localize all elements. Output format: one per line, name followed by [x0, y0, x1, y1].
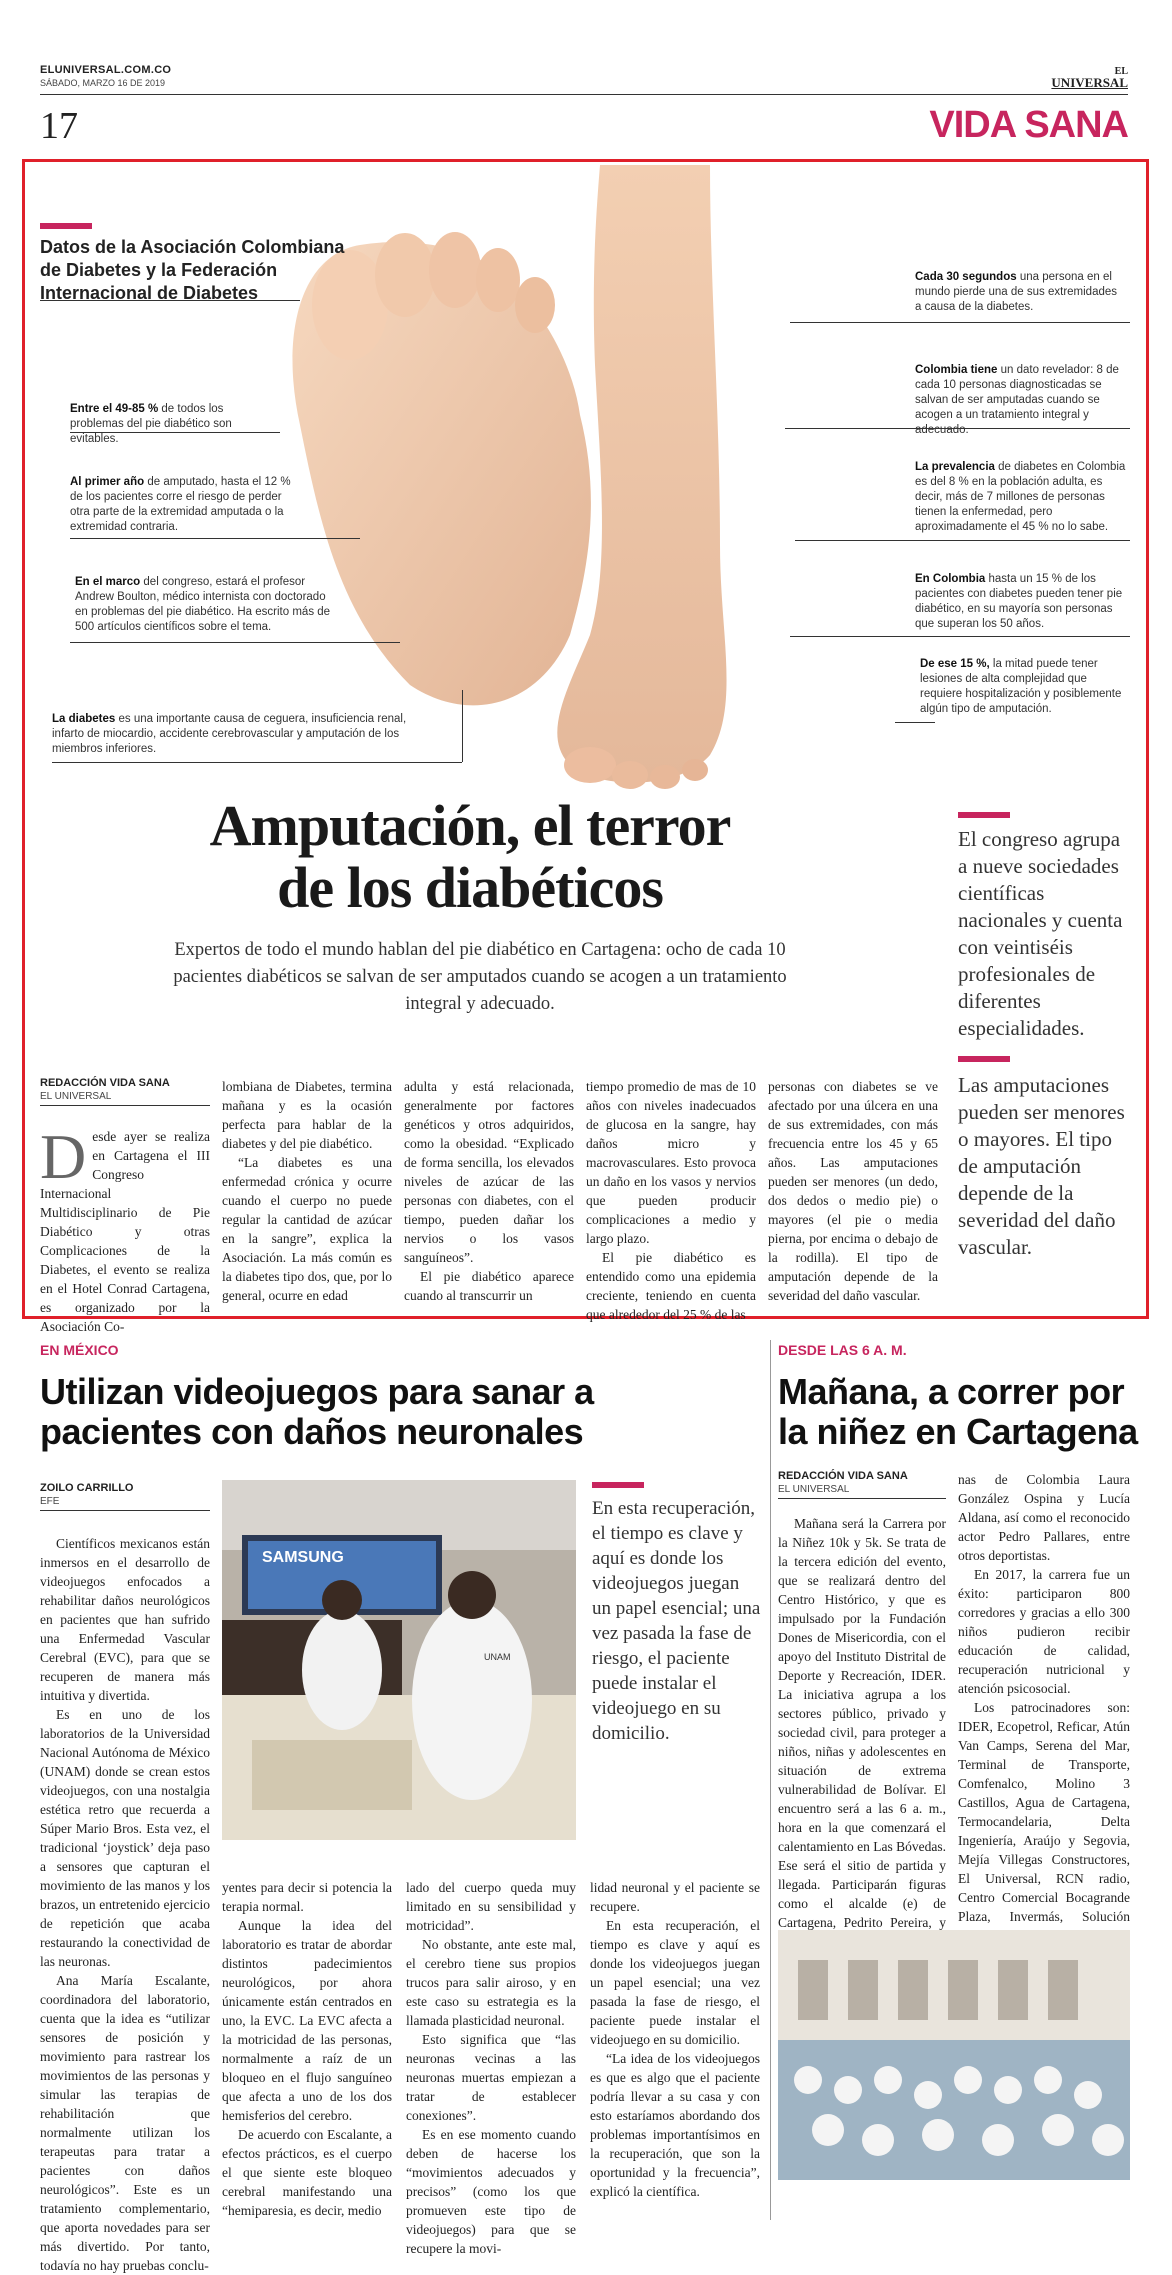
site-url: ELUNIVERSAL.COM.CO	[40, 64, 172, 76]
callout-right-5: De ese 15 %, la mitad puede tener lesiones de alta complejidad que requiere hospitalización y posiblemente algún tipo de amputación.	[920, 658, 1122, 715]
pull-accent-bar	[592, 1482, 644, 1488]
story2-headline: Utilizan videojuegos para sanar a pacientes con daños neuronales	[40, 1371, 594, 1452]
story3-column-1: Mañana será la Carrera por la Niñez 10k y 5k. Se trata de la tercera edición del evento, que se realizará dentro del Centro Histórico, y que es impulsado por la Fundación Dones de Misericordia, con el apoyo del Instituto Distrital de Deporte y Recreación, IDER. La iniciativa agrupa a los sectores público, privado y sociedad civil, para proteger a niños, niñas y adolescentes en situación de extrema vulnerabilidad de Bolívar. El encuentro será a las 6 a. m., hora en la que comenzará el calentamiento en Las Bóvedas. Ese será el sitio de partida y llegada. Participarán figuras como el alcalde (e) de Cartagena, Pedrito Pereira, y	[778, 1516, 946, 1930]
svg-text:UNAM: UNAM	[484, 1652, 511, 1662]
newspaper-logo: EL UNIVERSAL	[1051, 66, 1128, 90]
story2-pull-quote: En esta recuperación, el tiempo es clave y aquí es donde los videojuegos juegan un papel esencial; una vez pasada la fase de riesgo, el paciente puede instalar el videojuego en su domicilio.	[592, 1498, 761, 1744]
callout-left-1: Entre el 49-85 % de todos los problemas del pie diabético son evitables.	[70, 403, 232, 445]
byline-source: EL UNIVERSAL	[40, 1091, 112, 1102]
story3-column-2: nas de Colombia Laura González Ospina y Lucía Aldana, así como el reconocido actor Pedro Pallares, entre otros deportistas. En 2017, la carrera fue un éxito: participaron 800 corredores y gracias a ello 300 niños pudieron recibir educación de calidad, recuperación nutricional y atención psicosocial. Los patrocinadores son: IDER, Ecopetrol, Reficar, Atún Van Camps, Serena del Mar, Terminal de Transporte, Comfenalco, Molino 3 Castillos, Agua de Cartagena, Termocandelaria, Delta Ingeniería, Araújo y Segovia, Mejía Villegas Constructores, El Universal, RCN radio, Centro Comercial Bocagrande Plaza, Invermás, Solución	[958, 1472, 1130, 1924]
header-rule	[40, 94, 1128, 95]
callout-leader	[790, 636, 1130, 637]
story3-kicker: DESDE LAS 6 A. M.	[778, 1342, 907, 1358]
story3-race-photo	[778, 1930, 1130, 2180]
story2-column-4: lidad neuronal y el paciente se recupere. En esta recuperación, el tiempo es clave y aquí es donde los videojuegos juegan un papel esencial; una vez pasada la fase de riesgo, el paciente puede instalar el videojuego en su domicilio. “La idea de los videojuegos es que es algo que el paciente podría llevar a su casa y con esto estaríamos abordando dos problemas importantísimos en la recuperación, que son la oportunidad y la frecuencia”, explicó la científica.	[590, 1880, 760, 2199]
byline-rule	[40, 1105, 210, 1106]
page-number: 17	[40, 105, 78, 147]
story2-column-2: yentes para decir si potencia la terapia normal. Aunque la idea del laboratorio es tratar de abordar distintos padecimientos neurológicos, por ahora únicamente están centrados en uno, la EVC. La EVC afecta a la motricidad de las personas, normalmente a raíz de un bloqueo en el flujo sanguíneo que afecta a uno de los dos hemisferios del cerebro. De acuerdo con Escalante, a efectos prácticos, es el cuerpo el que siente este bloqueo cerebral manifestando una “hemiparesia, es decir, medio	[222, 1880, 392, 2218]
edition-date: SÁBADO, MARZO 16 DE 2019	[40, 78, 166, 88]
callout-leader	[462, 690, 463, 762]
feature-column-1: Desde ayer se realiza en Cartagena el III Congreso Internacional Multidisciplinario de Pie Diabético y otras Complicaciones de la Diabetes, el evento se realiza en el Hotel Conrad Cartagena, es organizado por la Asociación Co-	[40, 1121, 210, 1334]
feature-deck: Expertos de todo el mundo hablan del pie diabético en Cartagena: ocho de cada 10 pacientes diabéticos se salvan de ser amputados cuando se acogen a un tratamiento integral y adecuado.	[173, 940, 787, 1014]
story3-byline-source: EL UNIVERSAL	[778, 1484, 850, 1495]
story2-column-3: lado del cuerpo queda muy limitado en su sensibilidad y motricidad”. No obstante, ante este mal, el cerebro tiene sus propios trucos para salir airoso, y en este caso su estrategia es la llamada plasticidad neuronal. Esto significa que “las neuronas vecinas a las neuronas muertas empiezan a tratar de establecer conexiones”. Es en ese momento cuando deben de hacerse los “movimientos adecuados y precisos” (como los que promueven este tipo de videojuegos) para que se recupere la movi-	[406, 1880, 576, 2256]
pull-accent-bar	[958, 1056, 1010, 1062]
pull-quote-2: Las amputaciones pueden ser menores o mayores. El tipo de amputación depende de la severidad del daño vascular.	[958, 1073, 1125, 1259]
story3-headline: Mañana, a correr por la niñez en Cartagena	[778, 1371, 1138, 1452]
callout-leader	[70, 642, 400, 643]
source-accent-bar	[40, 223, 92, 229]
pull-quote-1: El congreso agrupa a nueve sociedades científicas nacionales y cuenta con veintiséis profesionales de diferentes especialidades.	[958, 827, 1123, 1040]
byline-rule	[40, 1510, 210, 1511]
callout-leader	[70, 538, 360, 539]
svg-text:SAMSUNG: SAMSUNG	[262, 1549, 344, 1566]
callout-leader	[895, 722, 935, 723]
callout-left-4: La diabetes es una importante causa de ceguera, insuficiencia renal, infarto de miocardio, accidente cerebrovascular y amputación de los miembros inferiores.	[52, 713, 407, 755]
source-title: Datos de la Asociación Colombiana de Diabetes y la Federación Internacional de Diabetes	[40, 237, 345, 303]
feature-column-2: lombiana de Diabetes, termina mañana y es la ocasión perfecta para hablar de la diabetes y del pie diabético. “La diabetes es una enfermedad crónica y ocurre cuando el cuerpo no puede regular la cantidad de azúcar en la sangre”, explica la Asociación. La más común es la diabetes tipo dos, que, por lo general, ocurre en edad	[222, 1079, 392, 1303]
story2-byline: ZOILO CARRILLO	[40, 1482, 134, 1494]
feature-headline: Amputación, el terror de los diabéticos	[209, 793, 731, 920]
byline: REDACCIÓN VIDA SANA	[40, 1077, 170, 1089]
feature-column-3: adulta y está relacionada, generalmente por factores genéticos y otros adquiridos, como la obesidad. “Explicado de forma sencilla, los elevados niveles de azúcar de las personas con diabetes, con el tiempo, pueden dañar los nervios o los vasos sanguíneos”. El pie diabético aparece cuando al transcurrir un	[404, 1079, 574, 1303]
feature-column-4: tiempo promedio de mas de 10 años con niveles inadecuados de glucosa en la sangre, hay daños micro y macrovasculares. Esto provoca un daño en los vasos y nervios que pueden producir complicaciones a medio y largo plazo. El pie diabético es entendido como una epidemia creciente, teniendo en cuenta que alrededor del 25 % de las	[586, 1079, 756, 1322]
pull-accent-bar	[958, 812, 1010, 818]
callout-right-4: En Colombia hasta un 15 % de los pacientes con diabetes pueden tener pie diabético, en su mayoría son personas que superan los 50 años.	[915, 573, 1123, 630]
source-rule	[40, 300, 300, 301]
callout-leader	[785, 428, 1130, 429]
callout-leader	[70, 432, 280, 433]
story2-lab-photo	[222, 1480, 576, 1840]
callout-leader	[790, 322, 1130, 323]
feature-column-5: personas con diabetes se ve afectado por una úlcera en una de sus extremidades, con más frecuencia entre los 45 y 65 años. Las amputaciones pueden ser menores (un dedo, dos dedos o medio pie) o mayores (el pie o media pierna, por encima o debajo de la rodilla). El tipo de amputación depende de la severidad del daño vascular.	[768, 1079, 938, 1303]
story2-column-1: Científicos mexicanos están inmersos en el desarrollo de videojuegos enfocados a rehabilitar daños neurológicos en pacientes que han sufrido una Enfermedad Vascular Cerebral (EVC), para que se recuperen de manera más intuitiva y divertida. Es en uno de los laboratorios de la Universidad Nacional Autónoma de México (UNAM) donde se crean estos videojuegos, con una nostalgia estética retro que recuerda a Súper Mario Bros. Esta vez, el tradicional ‘joystick’ deja paso a sensores que capturan el movimiento de las manos y los brazos, un entretenido ejercicio de repetición que acaba restaurando la conectividad de las neuronas. Ana María Escalante, coordinadora del laboratorio, cuenta que la idea es “utilizar sensores de posición y movimiento para rastrear los movimientos de las personas y simular las terapias de rehabilitación que normalmente utilizan los terapeutas para tratar a pacientes con daños neurológicos”. Este es un tratamiento complementario, que aporta novedades para ser más divertido. Por tanto, todavía no hay pruebas conclu-	[40, 1536, 210, 2273]
story2-kicker: EN MÉXICO	[40, 1342, 119, 1358]
callout-leader	[52, 762, 462, 763]
story2-byline-source: EFE	[40, 1496, 60, 1507]
callout-right-2: Colombia tiene un dato revelador: 8 de cada 10 personas diagnosticadas se salvan de ser amputadas cuando se acogen a un tratamiento integral y adecuado.	[915, 364, 1119, 436]
callout-right-3: La prevalencia de diabetes en Colombia es del 8 % en la población adulta, es decir, más de 7 millones de personas tienen la enfermedad, pero aproximadamente el 45 % no lo sabe.	[915, 461, 1126, 533]
section-title: VIDA SANA	[929, 104, 1128, 146]
column-divider	[770, 1340, 771, 2220]
callout-right-1: Cada 30 segundos una persona en el mundo pierde una de sus extremidades a causa de la diabetes.	[915, 271, 1118, 313]
callout-left-3: En el marco del congreso, estará el profesor Andrew Boulton, médico internista con doctorado en problemas del pie diabético. Ha escrito más de 500 artículos científicos sobre el tema.	[75, 576, 331, 633]
callout-leader	[795, 540, 1130, 541]
byline-rule	[778, 1498, 946, 1499]
drop-cap: D	[40, 1121, 87, 1192]
callout-left-2: Al primer año de amputado, hasta el 12 % de los pacientes corre el riesgo de perder otra parte de la extremidad amputada o la extremidad contraria.	[70, 476, 291, 533]
story3-byline: REDACCIÓN VIDA SANA	[778, 1470, 908, 1482]
